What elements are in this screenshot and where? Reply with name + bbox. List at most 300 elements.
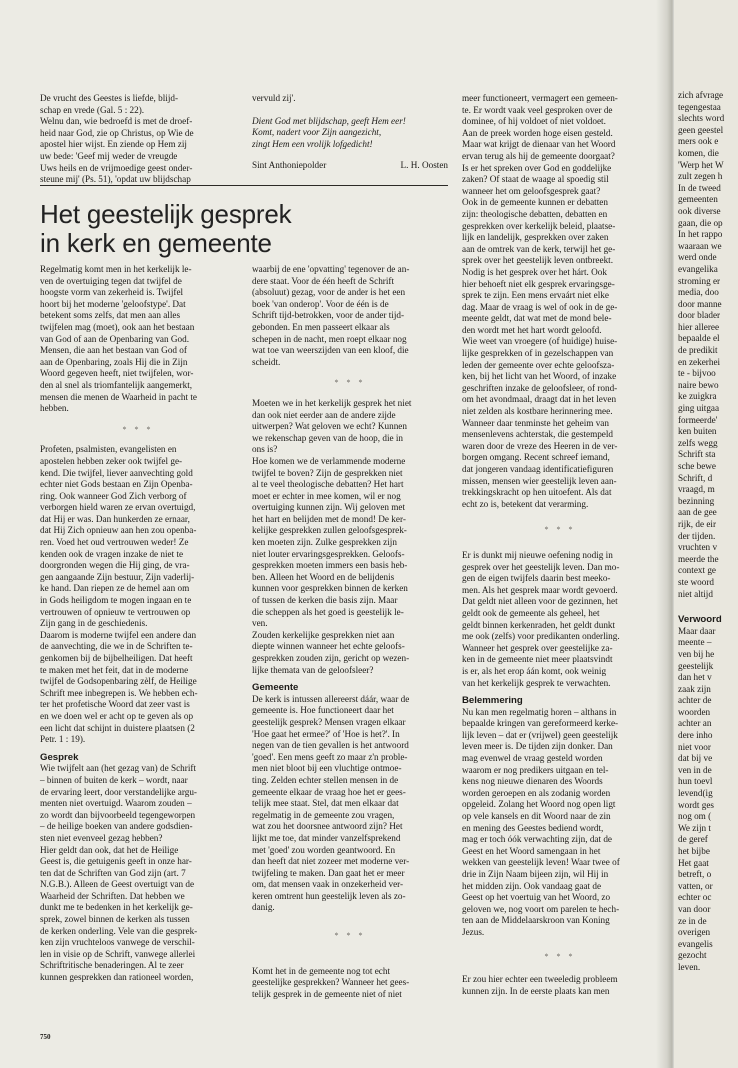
text-line: ven in de [678, 764, 712, 775]
text-line: gesprekken over kerkelijk beleid, plaatse- [462, 220, 616, 231]
text-line: wekken van geestelijk leven! Waar twee of [462, 857, 620, 868]
text-line: gesprekken moeten immers een basis heb- [252, 560, 408, 571]
text-line: niet louter ervaringsgesprekken. Geloofs- [252, 548, 405, 559]
text-line: men. Als het gesprek maar wordt gevoerd. [462, 584, 618, 595]
text-line: dat jongeren vandaag identificatiefiguren [462, 464, 614, 474]
text-line: niet altijd [678, 588, 713, 599]
text-line: Er is dunkt mij nieuwe oefening nodig in [462, 549, 613, 560]
text-line: Hoe komen we de verlammende moderne [252, 455, 406, 466]
text-line: context ge [678, 565, 717, 576]
text-line: op vele kansels en dit Woord naar de zin [462, 811, 611, 822]
text-line: mag er toch óók verwachting zijn, dat de [462, 834, 613, 845]
text-line: twijfel te boven? Zijn de gesprekken niet [252, 467, 403, 478]
next-page-edge [674, 0, 738, 1068]
text-line: In het rappo [678, 229, 723, 240]
text-line: en mening des Geestes bediend wordt, [462, 822, 604, 833]
text-line: media, doo [678, 287, 719, 298]
text-line: Wanneer daar tenminste het geheim van [462, 417, 609, 428]
text-line: dunkt me te bedenken in het kerkelijk ge- [40, 902, 193, 913]
text-line: meente – [678, 637, 712, 648]
binding-gutter [656, 0, 676, 1068]
text-line: dan ook niet eerder aan de andere zijde [252, 409, 396, 420]
closing-poem [252, 116, 448, 151]
text-line: waaraan we [678, 240, 722, 251]
text-line: der tijden. [678, 530, 716, 541]
text-line: echt zo is, betekent dat verarming. [462, 498, 589, 509]
text-line: gebonden. En men passeert elkaar als [252, 321, 390, 332]
text-line: Profeten, psalmisten, evangelisten en [40, 444, 177, 455]
paragraph [252, 264, 448, 368]
text-line: ging uitgaa [678, 403, 720, 414]
text-line: geldt binnen kerkenraden, het geldt dunkt [462, 619, 616, 630]
text-line: door blader [678, 310, 721, 321]
text-line: hier alleree [678, 321, 720, 332]
text-line: ken buiten [678, 426, 717, 437]
text-line: sche bewe [678, 461, 717, 471]
text-line: menten niet overtuigd. Waarom zouden – [40, 798, 192, 809]
text-line: schap en vrede (Gal. 5 : 22). [40, 104, 145, 115]
text-line: Komt, nadert voor Zijn aangezicht, [252, 127, 382, 138]
text-line: geschriften inzake de geloofsleer, of rond- [462, 382, 618, 393]
text-line: om het avondmaal, draagt dat in het leven [462, 394, 617, 405]
text-line: naire bewo [678, 379, 719, 390]
separator: * * * [544, 951, 576, 961]
text-line: hier behoeft niet elk gesprek ervaringsge- [462, 278, 615, 289]
text-line: lijk leven – dat er (vrijwel) geen geestelijk [462, 729, 618, 740]
text-line: de aanvechting, die we in de Schriften te- [40, 641, 193, 652]
text-line: kens nog nieuwe dienaren des Woords [462, 776, 603, 787]
text-line: leven meer is. De tijden zijn donker. Dan [462, 741, 613, 752]
text-line: aan de gee [678, 507, 717, 518]
text-line: ter het profetische Woord dat zeer vast is [40, 699, 190, 710]
text-line: dat Hij er was. Dan hunkerden ze ernaar, [40, 513, 190, 524]
text-line: ting. Zelden echter stellen mensen in de [252, 774, 399, 785]
text-line: rijk, de eir [678, 518, 717, 529]
article-column-3 [462, 93, 658, 997]
text-line: Waarheid der Schriften. Dat hebben we [40, 890, 185, 901]
text-line: Jezus. [462, 926, 485, 937]
top-left-column [40, 93, 236, 186]
text-line: de predikit [678, 345, 718, 356]
text-line: achter de [678, 695, 712, 706]
text-line: dag. Maar de vraag is wel of ook in de ge- [462, 301, 618, 312]
text-line: lijke themata van de geloofsleer? [252, 664, 374, 675]
text-line: leven. [678, 961, 701, 972]
text-line: zingt Hem een vrolijk lofgedicht! [252, 138, 373, 149]
text-line: te. Er wordt vaak veel gesproken over de [462, 104, 613, 115]
text-line: overigen [678, 927, 711, 938]
text-line: Geest is, die getuigenis geeft in onze har- [40, 856, 192, 867]
text-line: Uws heils en de vrijmoedige geest onder- [40, 162, 193, 173]
text-line: 'Werp het W [678, 159, 724, 170]
text-line: wanneer het om geloofsgesprek gaat? [462, 185, 601, 196]
text-line: evangelika [678, 263, 718, 274]
text-line: regelmatig in de gemeente zou vragen, [252, 809, 395, 820]
text-line: hebben. [40, 403, 69, 414]
text-line: van door [678, 903, 711, 914]
signature-place: Sint Anthoniepolder [252, 160, 327, 171]
paragraph [40, 763, 236, 983]
text-line: ring. Ook wanneer God Zich verborg of [40, 490, 187, 501]
text-line: mensenlevens achterstak, die gestempeld [462, 429, 614, 440]
text-line: ervan terug als hij de gemeente doorgaat? [462, 150, 615, 161]
text-line: Hier geldt dan ook, dat het de Heilige [40, 844, 179, 855]
text-line: Maar daar [678, 625, 716, 636]
text-line: trekkingskracht op hen uitoefent. Als dat [462, 487, 612, 498]
text-line: vatten, or [678, 880, 713, 891]
text-line: mers ook e [678, 136, 719, 147]
text-line: echter oc [678, 892, 712, 903]
text-line: tegengestaa [678, 101, 721, 112]
paragraph [462, 550, 658, 689]
text-line: wat toe van weerszijden van een kloof, die [252, 345, 409, 356]
text-line: bepaalde el [678, 333, 720, 344]
text-line: ten dat de Schriften van God zijn (art. 7 [40, 867, 186, 878]
text-line: geestelijk gesprek? Mensen vragen elkaar [252, 716, 406, 727]
text-line: of tussen de kerken die basis zijn. Maar [252, 595, 398, 606]
text-line: Ook in de gemeente kunnen er debatten [462, 197, 608, 208]
text-line: Regelmatig komt men in het kerkelijk le- [40, 264, 192, 274]
text-line: Maar wat krijgt de dienaar van het Woord [462, 139, 616, 150]
text-line: Geest en het Woord samengaan in het [462, 845, 601, 856]
text-line: ons is? [252, 444, 278, 455]
text-line: ken in de gemeente niet meer plaatsvindt [462, 654, 613, 665]
separator: * * * [544, 525, 576, 535]
text-line: nog om ( [678, 811, 712, 822]
text-line: kelijke gesprekken zullen geloofsgesprek- [252, 525, 407, 536]
text-line: ten aan de Middelaarskroon van Koning [462, 915, 610, 926]
text-line: De vrucht des Geestes is liefde, blijd- [40, 93, 179, 103]
text-line: gesprekken zouden zijn, gericht op wezen- [252, 653, 410, 663]
text-line: Geest op het voertuig van het Woord, zo [462, 892, 611, 903]
text-line: sten niet evenveel gezag hebben? [40, 832, 163, 843]
text-line: missen, mensen wier geestelijk leven aan- [462, 475, 617, 486]
article-title: Het geestelijk gesprek in kerk en gemeente [40, 199, 292, 258]
text-line: waarbij de ene 'opvatting' tegenover de an- [252, 264, 410, 274]
text-line: zaak zijn [678, 683, 711, 694]
text-line: door manne [678, 298, 722, 309]
text-line: waren door de vreze des Heeren in de ver- [462, 440, 618, 451]
text-line: lijke gesprekken of in gezelschappen van [462, 348, 614, 359]
text-line: ke zuigkra [678, 391, 717, 402]
text-line: – de heilige boeken van andere godsdien- [40, 821, 193, 832]
text-line: wat zou het doorsnee antwoord zijn? Het [252, 821, 403, 832]
separator: * * * [334, 931, 366, 941]
text-line: Schrift mee inbegrepen is. We hebben ech- [40, 687, 198, 698]
text-line: Aan de preek worden hoge eisen gesteld. [462, 127, 613, 138]
closing-line: vervuld zij'. [252, 93, 296, 103]
intro-paragraph [40, 264, 236, 415]
text-line: twijfelen mag (moet), ook aan het bestaan [40, 321, 195, 332]
text-line: zelfs wegg [678, 437, 718, 448]
subheading-gemeente: Gemeente [252, 682, 299, 694]
text-line: het hart en belijden met de mond! De ker- [252, 513, 406, 524]
text-line: 'goed'. Een mens geeft zo maar z'n proble- [252, 751, 408, 762]
text-line: van God of aan de Openbaring van God. [40, 333, 189, 344]
text-line: twijfeling te maken. Dan gaat het er meer [252, 867, 405, 878]
text-line: zult zegen h [678, 171, 723, 182]
text-line: dere staat. Voor de één heeft de Schrift [252, 275, 395, 286]
text-line: Moeten we in het kerkelijk gesprek het niet [252, 397, 412, 408]
text-line: werd onde [678, 252, 717, 263]
text-line: doorgronden wegen die Hij ging, de vra- [40, 560, 190, 571]
text-line: apostel hier wijst. En ziende op Hem zij [40, 139, 187, 150]
text-line: Nu kan men regelmatig horen – althans in [462, 706, 617, 717]
text-line: te - bijvoo [678, 368, 716, 379]
text-line: kend. Die twijfel, liever aanvechting gold [40, 467, 193, 478]
paragraph [678, 90, 724, 600]
text-line: gezocht [678, 950, 707, 961]
subheading-verwoord: Verwoord [678, 614, 722, 626]
paragraph [252, 694, 448, 914]
text-line: ken moeten zijn. Zulke gesprekken zijn [252, 537, 397, 548]
text-line: Petr. 1 : 19). [40, 734, 86, 745]
text-line: dan het v [678, 672, 712, 683]
text-line: geen geestel [678, 124, 724, 135]
text-line: het bijbe [678, 846, 710, 856]
separator: * * * [122, 424, 154, 434]
text-line: uw bede: 'Geef mij weder de vreugde [40, 150, 178, 161]
text-line: we rekenschap geven van de hoop, die in [252, 432, 404, 443]
text-line: gesprek over het geestelijk leven. Dan mo- [462, 561, 620, 572]
text-line: Nodig is het gesprek over het hárt. Ook [462, 266, 607, 277]
text-line: in Gods heiligdom te mogen ingaan en te [40, 595, 192, 606]
text-line: ook diverse [678, 205, 721, 216]
text-line: gemeente elkaar de vraag hoe het er gees- [252, 786, 406, 797]
text-line: Wie weet van vroegere (of huidige) huise- [462, 336, 618, 347]
text-line: al te veel theologische debatten? Het hart [252, 479, 404, 490]
text-line: genkomen bij de bijbelheiligen. Dat heeft [40, 653, 193, 663]
article-column-1 [40, 264, 236, 984]
text-line: van het kerkelijk gesprek te verwachten. [462, 677, 611, 688]
text-line: wordt ges [678, 799, 714, 810]
text-line: kenden ook de vragen inzake de niet te [40, 548, 184, 559]
text-line: den al snel als triomfantelijk aangemerkt, [40, 379, 193, 390]
text-line: kunnen zijn. In de eerste plaats kan men [462, 985, 610, 996]
paragraph [678, 626, 724, 974]
text-line: Welnu dan, wie bedroefd is met de droef- [40, 116, 193, 127]
text-line: telijk mee staat. Stel, dat men elkaar dat [252, 798, 399, 809]
text-line: 'Hoe gaat het ermee?' of 'Hoe is het?'. In [252, 728, 400, 739]
text-line: hun toevl [678, 776, 713, 787]
text-line: bepaalde kringen van gereformeerd kerke- [462, 718, 619, 729]
text-line: den wordt met het hart wordt geloofd. [462, 324, 602, 335]
text-line: kunnen voor gesprekken binnen de kerken [252, 583, 408, 594]
paragraph [462, 93, 658, 510]
text-line: de kerken onderling. Vele van die gesprek- [40, 925, 198, 936]
text-line: Schrift tijd-betrokken, voor de ander tijd- [252, 310, 405, 321]
text-line: Schriftritische benaderingen. Al te zeer [40, 960, 184, 971]
text-line: gemeenten [678, 194, 718, 205]
paragraph [462, 707, 658, 939]
page-number: 750 [40, 1033, 51, 1041]
text-line: len in visie op de Schrift, vanwege allerlei [40, 948, 196, 959]
text-line: slechts word [678, 113, 725, 124]
text-line: opgeleid. Zolang het Woord nog open ligt [462, 799, 616, 810]
text-line: Zouden kerkelijke gesprekken niet aan [252, 629, 395, 640]
paragraph [252, 398, 448, 676]
text-line: bezinning [678, 495, 715, 506]
text-line: geestelijk [678, 660, 714, 671]
text-line: uitwerpen? Wat geloven we echt? Kunnen [252, 421, 407, 432]
next-page-text [678, 90, 724, 974]
text-line: aan de Openbaring, zoals Hij die in Zijn [40, 356, 188, 367]
text-line: is er, als het erop áán komt, ook weinig [462, 665, 607, 676]
subheading-gesprek: Gesprek [40, 751, 79, 763]
text-line: hoort bij het moderne 'geloofstype'. Dat [40, 298, 186, 309]
text-line: vraagd, m [678, 484, 715, 495]
text-line: woorden [678, 706, 711, 717]
text-line: N.G.B.). Alleen de Geest overtuigt van de [40, 879, 195, 890]
text-line: dominee, of hij voldoet of niet voldoet. [462, 116, 606, 127]
text-line: geestelijke gesprekken? Wanneer het gees- [252, 977, 410, 988]
article-column-2 [252, 264, 448, 1000]
text-line: geloven we, nog voort om parelen te hech- [462, 903, 620, 914]
text-line: mag evenwel de vraag gesteld worden [462, 753, 603, 764]
text-line: men niet bloot bij een vluchtige ontmoe- [252, 763, 402, 774]
text-line: schepen in de nacht, men roept elkaar nog [252, 333, 407, 344]
text-line: meente geldt, dat wat met de mond bele- [462, 313, 612, 324]
separator: * * * [334, 378, 366, 388]
text-line: meer functioneert, vermagert een gemeen- [462, 93, 618, 103]
text-line: sprek over het geestelijk leven ontbreekt. [462, 255, 614, 266]
text-line: heid naar God, zie op Christus, op Wie de [40, 127, 194, 138]
paragraph [252, 966, 448, 1001]
text-line: gen aangaande Zijn bestuur, Zijn vaderlij- [40, 571, 195, 582]
text-line: en we doen wel er acht op te geven als op [40, 710, 194, 721]
top-middle-column [252, 93, 448, 172]
text-line: en zekerhei [678, 356, 721, 367]
text-line: twijfel de Godsopenbaring zèlf, de Heilige [40, 676, 197, 687]
text-line: Daarom is moderne twijfel een andere dan [40, 629, 197, 640]
text-line: mensen die menen de Waarheid in pacht te [40, 391, 198, 402]
text-line: me ook (zelfs) voor predikanten onderling. [462, 631, 620, 642]
text-line: evangelis [678, 938, 713, 949]
text-line: lijk en landelijk, gesprekken over zaken [462, 232, 609, 243]
section-divider [40, 185, 448, 186]
text-line: Woord gegeven heeft, niet twijfelen, wor- [40, 368, 194, 379]
text-line: aan de omtrek van de kerk, terwijl het ge- [462, 243, 616, 254]
text-line: geldt ook de gemeente als geheel, het [462, 607, 600, 618]
text-line: het midden zijn. Ook vandaag gaat de [462, 880, 602, 891]
text-line: Het gaat [678, 857, 709, 868]
text-line: danig. [252, 902, 275, 913]
text-line: Is er het spreken over God en goddelijke [462, 162, 612, 173]
text-line: Er zou hier echter een tweeledig probleem [462, 974, 618, 985]
text-line: ren. Voed het oud vertrouwen weder! Ze [40, 537, 189, 548]
text-line: ze in de [678, 915, 707, 926]
text-line: leden der gemeente over echte geloofsza- [462, 359, 615, 370]
text-line: Schrift sta [678, 449, 716, 460]
text-line: telijk gesprek in de gemeente niet of niet [252, 988, 402, 999]
text-line: boek 'van onderop'. Voor de één is de [252, 298, 389, 309]
text-line: niet zelden als kostbare herinnering mee. [462, 406, 613, 417]
text-line: gemeente is. Hoe functioneert daar het [252, 705, 394, 716]
text-line: ven bij he [678, 648, 715, 659]
text-line: stroming er [678, 275, 721, 286]
paragraph [462, 974, 658, 997]
text-line: sprek te zijn. Een mens ervaárt niet elke [462, 290, 609, 301]
text-line: komen, die [678, 147, 719, 158]
text-line: sprek, zowel binnen de kerken als tussen [40, 914, 190, 925]
text-line: ste woord [678, 576, 714, 587]
text-line: worden geroepen en als zodanig worden [462, 787, 611, 798]
signature-block [252, 160, 448, 172]
text-line: ben. Alleen het Woord en de belijdenis [252, 571, 395, 582]
text-line: ven de overtuiging tegen dat twijfel de [40, 275, 182, 286]
text-line: dan heeft dat niet zozeer met moderne ver- [252, 856, 410, 867]
text-line: echter niet Gods bestaan en Zijn Openba- [40, 479, 193, 490]
text-line: betekent soms zelfs, dat men aan alles [40, 310, 181, 321]
text-line: kunnen gesprekken dan rationeel worden, [40, 972, 194, 983]
text-line: Schrift, d [678, 472, 713, 483]
text-line: meerde the [678, 553, 719, 564]
text-line: achter an [678, 718, 712, 729]
text-line: dat bij ve [678, 753, 713, 764]
text-line: drie in Zijn Naam bijeen zijn, wil Hij in [462, 869, 609, 879]
text-line: Dient God met blijdschap, geeft Hem eer! [252, 115, 406, 126]
text-line: de geref [678, 834, 708, 845]
text-line: We zijn t [678, 822, 711, 833]
text-line: zich afvrage [678, 90, 724, 100]
text-line: Wanneer het gesprek over geestelijke za- [462, 642, 613, 653]
text-line: levend(ig [678, 788, 713, 799]
text-line: een licht dat schijnt in duistere plaatsen (2 [40, 722, 195, 733]
text-line: dere inho [678, 730, 713, 741]
text-line: de ervaring leert, door verstandelijke argu- [40, 786, 197, 797]
text-line: ken, bij het licht van het Woord, of inzake [462, 371, 617, 382]
text-line: Wie twijfelt aan (het gezag van) de Schrift [40, 763, 197, 774]
text-line: Mensen, die aan het bestaan van God of [40, 345, 187, 356]
text-line: apostelen hebben zeker ook twijfel ge- [40, 455, 183, 466]
text-line: ven. [252, 618, 268, 629]
text-line: waarom er nog predikers uitgaan en tel- [462, 764, 609, 775]
text-line: ke hand. Dan riepen ze de hemel aan om [40, 583, 190, 594]
text-line: overtuiging kunnen zijn. Wij geloven met [252, 502, 406, 513]
subheading-belemmering: Belemmering [462, 695, 523, 707]
text-line: steune mij' (Ps. 51), 'opdat uw blijdschap [40, 174, 191, 185]
text-line: gaan, die op [678, 217, 723, 228]
text-line: In de tweed [678, 182, 721, 193]
text-line: die scheppen als het goed is geestelijk le- [252, 606, 404, 617]
text-line: keren omtrent hun geestelijk leven als zo- [252, 890, 406, 901]
text-line: gen de eigen twijfels daarin best meeko- [462, 573, 611, 584]
text-line: zaken? Of staat de waage al spoedig stil [462, 174, 609, 185]
text-line: dat Hij Zich opnieuw aan hen zou openba- [40, 525, 197, 536]
text-line: vertrouwen of opnieuw te vertrouwen op [40, 606, 191, 617]
text-line: diepte winnen wanneer het echte geloofs- [252, 641, 405, 652]
text-line: vruchten v [678, 542, 718, 553]
text-line: zo wordt dan bijvoorbeeld tegengeworpen [40, 809, 196, 820]
text-line: betreft, o [678, 869, 712, 880]
text-line: Zijn gang in de geschiedenis. [40, 618, 148, 629]
text-line: negen van de tien gevallen is het antwoord [252, 740, 409, 751]
text-line: lijkt me toe, dat minder vanzelfsprekend [252, 832, 401, 843]
text-line: Dat geldt niet alleen voor de gezinnen, het [462, 596, 618, 607]
text-line: De kerk is intussen allereerst dáár, waar de [252, 693, 410, 704]
text-line: – binnen of buiten de kerk – wordt, naar [40, 774, 188, 785]
text-line: scheidt. [252, 356, 281, 367]
text-line: te maken met het feit, dat in de moderne [40, 664, 189, 675]
text-line: Komt het in de gemeente nog tot echt [252, 965, 391, 976]
text-line: hoogste vorm van zekerheid is. Twijfel [40, 287, 184, 298]
text-line: (absoluut) gezag, voor de ander is het een [252, 287, 406, 298]
text-line: ken zijn vruchteloos vanwege de verschil- [40, 937, 195, 948]
paragraph [40, 444, 236, 745]
text-line: borgen omgang. Recent schreef iemand, [462, 452, 610, 463]
text-line: om, dat mensen vaak in onzekerheid ver- [252, 879, 404, 890]
text-line: met 'goed' zou worden geantwoord. En [252, 844, 396, 855]
